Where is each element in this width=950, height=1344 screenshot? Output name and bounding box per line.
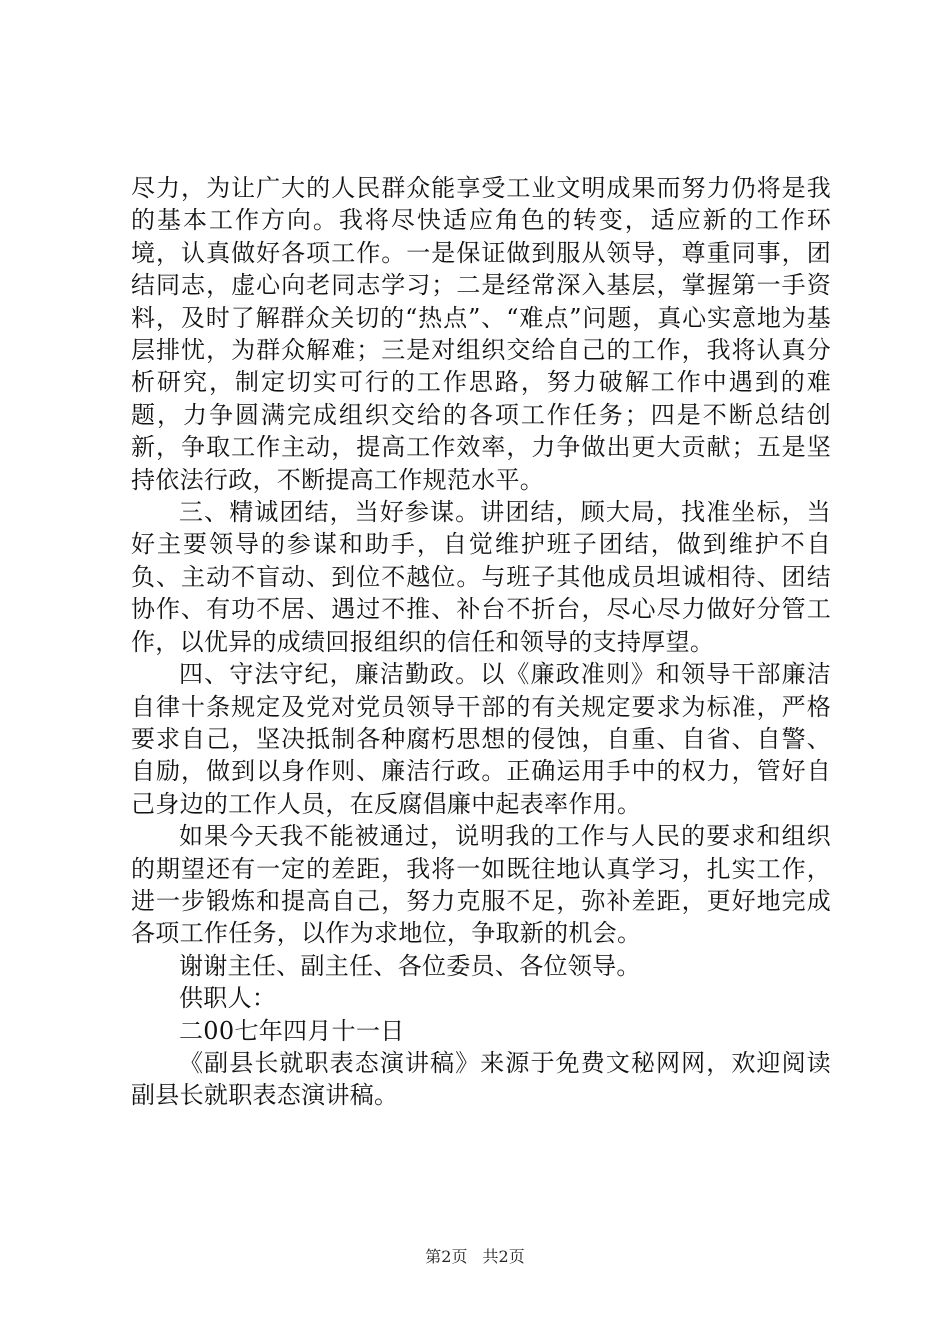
paragraph-continuation: 尽力，为让广大的人民群众能享受工业文明成果而努力仍将是我的基本工作方向。我将尽快适应角色的转变，适应新的工作环境，认真做好各项工作。一是保证做到服从领导，尊重同事，团结同志，虚心向老同志学习；二是经常深入基层，掌握第一手资料，及时了解群众关切的“热点”、“难点”问题，真心实意地为基层排忧，为群众解难；三是对组织交给自己的工作，我将认真分析研究，制定切实可行的工作思路，努力破解工作中遇到的难题，力争圆满完成组织交给的各项工作任务；四是不断总结创新，争取工作主动，提高工作效率，力争做出更大贡献；五是坚持依法行政，不断提高工作规范水平。 (131, 174, 831, 494)
page-footer (0, 1244, 950, 1267)
paragraph-signatory: 供职人： (179, 984, 277, 1013)
document-body (131, 172, 831, 1112)
paragraph-section-four: 四、守法守纪，廉洁勤政。以《廉政准则》和领导干部廉洁自律十条规定及党对党员领导干部的有关规定要求为标准，严格要求自己，坚决抵制各种腐朽思想的侵蚀，自重、自省、自警、自励，做到以身作则、廉洁行政。正确运用手中的权力，管好自己身边的工作人员，在反腐倡廉中起表率作用。 (131, 660, 831, 818)
paragraph-closing: 如果今天我不能被通过，说明我的工作与人民的要求和组织的期望还有一定的差距，我将一如既往地认真学习，扎实工作，进一步锻炼和提高自己，努力克服不足，弥补差距，更好地完成各项工作任务，以作为求地位，争取新的机会。 (131, 822, 831, 948)
paragraph-source-note: 《副县长就职表态演讲稿》来源于免费文秘网网，欢迎阅读副县长就职表态演讲稿。 (131, 1048, 831, 1110)
paragraph-date: 二00七年四月十一日 (179, 1016, 405, 1045)
page-number: 第2页 (425, 1247, 468, 1266)
page-total: 共2页 (482, 1247, 525, 1266)
paragraph-thanks: 谢谢主任、副主任、各位委员、各位领导。 (179, 951, 641, 980)
paragraph-section-three: 三、精诚团结，当好参谋。讲团结，顾大局，找准坐标，当好主要领导的参谋和助手，自觉维护班子团结，做到维护不自负、主动不盲动、到位不越位。与班子其他成员坦诚相待、团结协作、有功不居、遇过不推、补台不折台，尽心尽力做好分管工作，以优异的成绩回报组织的信任和领导的支持厚望。 (131, 498, 831, 656)
